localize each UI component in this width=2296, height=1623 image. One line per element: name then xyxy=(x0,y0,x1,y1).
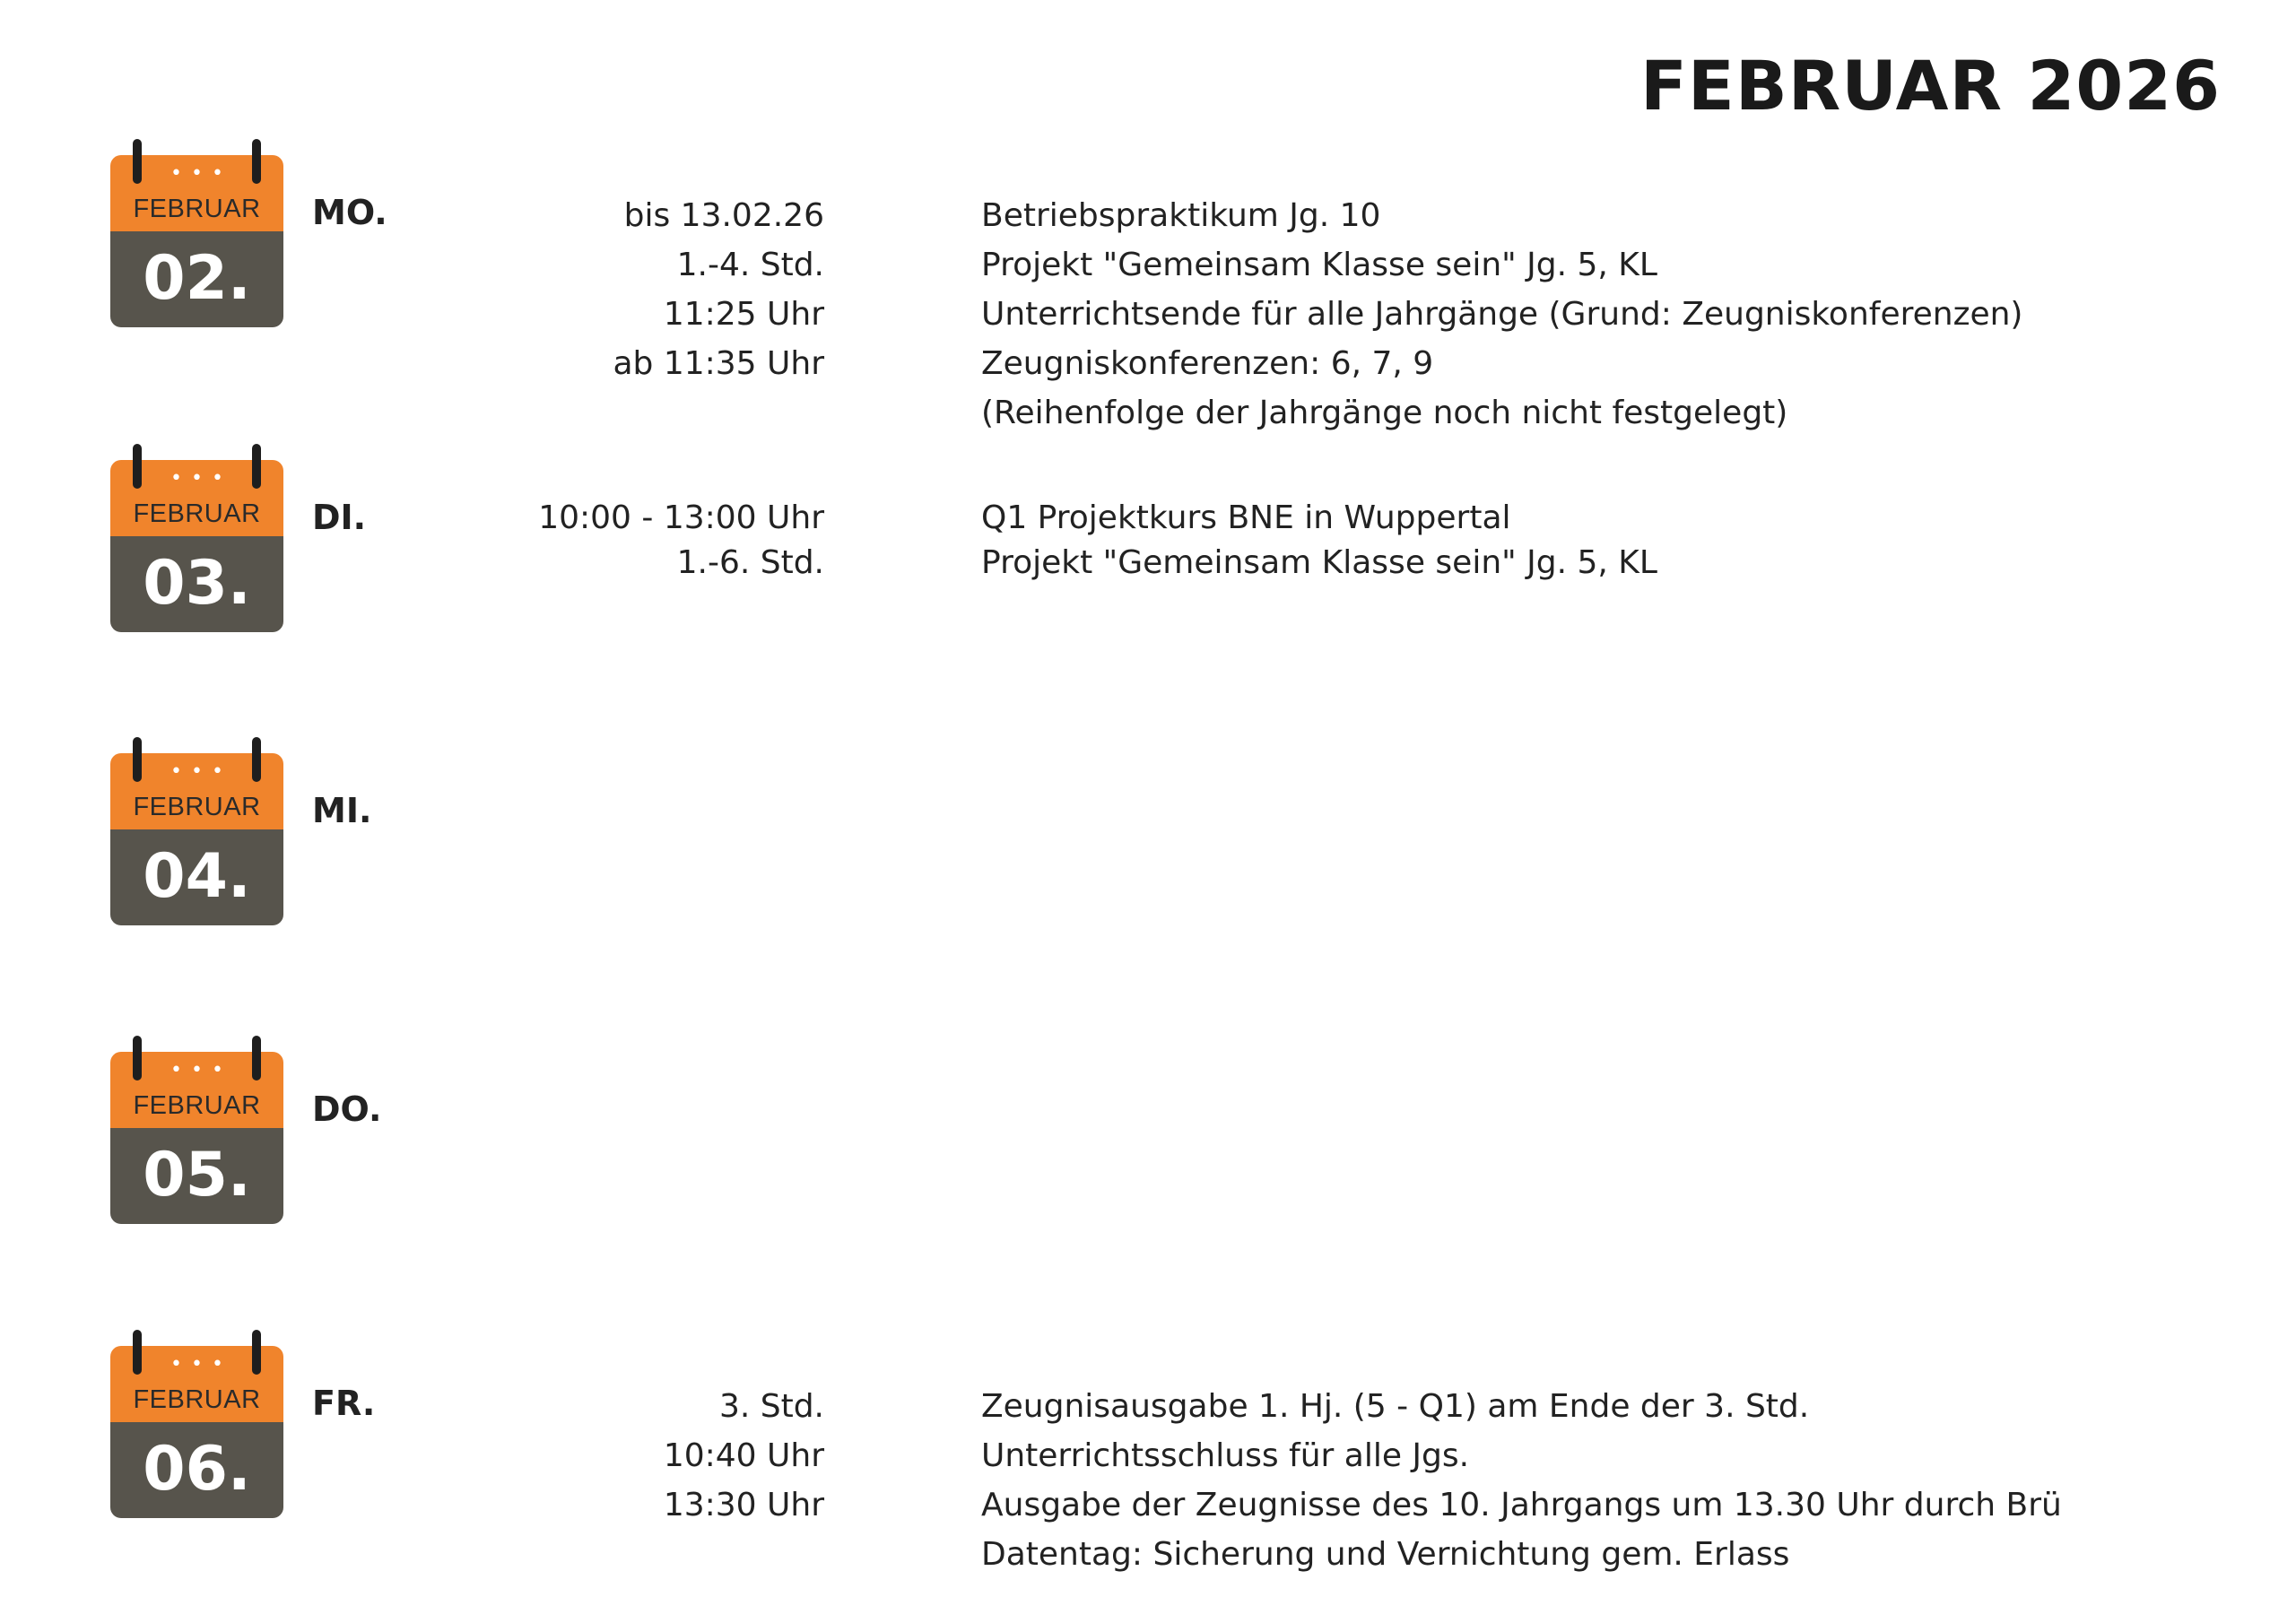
calendar-dots-icon: ••• xyxy=(170,1353,232,1376)
time-entry: 1.-6. Std. xyxy=(676,544,824,581)
time-entry: 11:25 Uhr xyxy=(663,296,824,333)
calendar-month: FEBRUAR xyxy=(133,793,261,821)
weekday-label: DO. xyxy=(312,1089,382,1129)
calendar-icon xyxy=(110,1330,283,1518)
time-entry: ab 11:35 Uhr xyxy=(613,345,824,382)
weekday-label: MO. xyxy=(312,193,387,232)
calendar-dots-icon: ••• xyxy=(170,467,232,490)
calendar-icon xyxy=(110,1036,283,1224)
time-column xyxy=(613,191,824,388)
calendar-day-number: 04. xyxy=(143,841,251,912)
event-entry: Ausgabe der Zeugnisse des 10. Jahrgangs um 13.30 Uhr durch Brü xyxy=(981,1487,2062,1523)
event-entry: Datentag: Sicherung und Vernichtung gem. Erlass xyxy=(981,1536,1790,1573)
time-column xyxy=(664,1382,824,1530)
calendar-dots-icon: ••• xyxy=(170,162,232,185)
time-entry: 13:30 Uhr xyxy=(663,1487,824,1523)
weekday-label: DI. xyxy=(312,498,367,537)
calendar-day-number: 05. xyxy=(143,1140,251,1211)
event-entry: Zeugnisausgabe 1. Hj. (5 - Q1) am Ende der 3. Std. xyxy=(981,1388,1810,1425)
time-entry: bis 13.02.26 xyxy=(623,197,824,234)
time-entry: 10:00 - 13:00 Uhr xyxy=(538,499,824,536)
calendar-icon xyxy=(110,444,283,632)
calendar-dots-icon: ••• xyxy=(170,1059,232,1081)
weekday-label: FR. xyxy=(312,1384,376,1423)
calendar-icon xyxy=(110,737,283,925)
event-entry: Unterrichtsschluss für alle Jgs. xyxy=(981,1437,1470,1474)
time-entry: 10:40 Uhr xyxy=(663,1437,824,1474)
calendar-day-number: 02. xyxy=(143,243,251,314)
calendar-icon xyxy=(110,139,283,327)
time-column xyxy=(538,496,824,586)
time-entry: 1.-4. Std. xyxy=(676,247,824,283)
calendar-dots-icon: ••• xyxy=(170,760,232,783)
event-column xyxy=(981,191,2022,438)
calendar-month: FEBRUAR xyxy=(133,1385,261,1414)
event-entry: Q1 Projektkurs BNE in Wuppertal xyxy=(981,499,1511,536)
calendar-day-number: 03. xyxy=(143,548,251,619)
event-entry: Projekt "Gemeinsam Klasse sein" Jg. 5, KL xyxy=(981,247,1657,283)
calendar-day-number: 06. xyxy=(143,1434,251,1505)
page-title: FEBRUAR 2026 xyxy=(1640,46,2221,126)
event-entry: Zeugniskonferenzen: 6, 7, 9 xyxy=(981,345,1434,382)
event-entry: Betriebspraktikum Jg. 10 xyxy=(981,197,1381,234)
weekday-label: MI. xyxy=(312,791,372,830)
event-column xyxy=(981,496,1657,586)
calendar-month: FEBRUAR xyxy=(133,499,261,528)
calendar-month: FEBRUAR xyxy=(133,1091,261,1120)
time-entry: 3. Std. xyxy=(718,1388,824,1425)
event-entry: (Reihenfolge der Jahrgänge noch nicht festgelegt) xyxy=(981,395,1788,431)
calendar-month: FEBRUAR xyxy=(133,195,261,223)
event-entry: Projekt "Gemeinsam Klasse sein" Jg. 5, KL xyxy=(981,544,1657,581)
event-entry: Unterrichtsende für alle Jahrgänge (Grund: Zeugniskonferenzen) xyxy=(981,296,2023,333)
event-column xyxy=(981,1382,2062,1579)
